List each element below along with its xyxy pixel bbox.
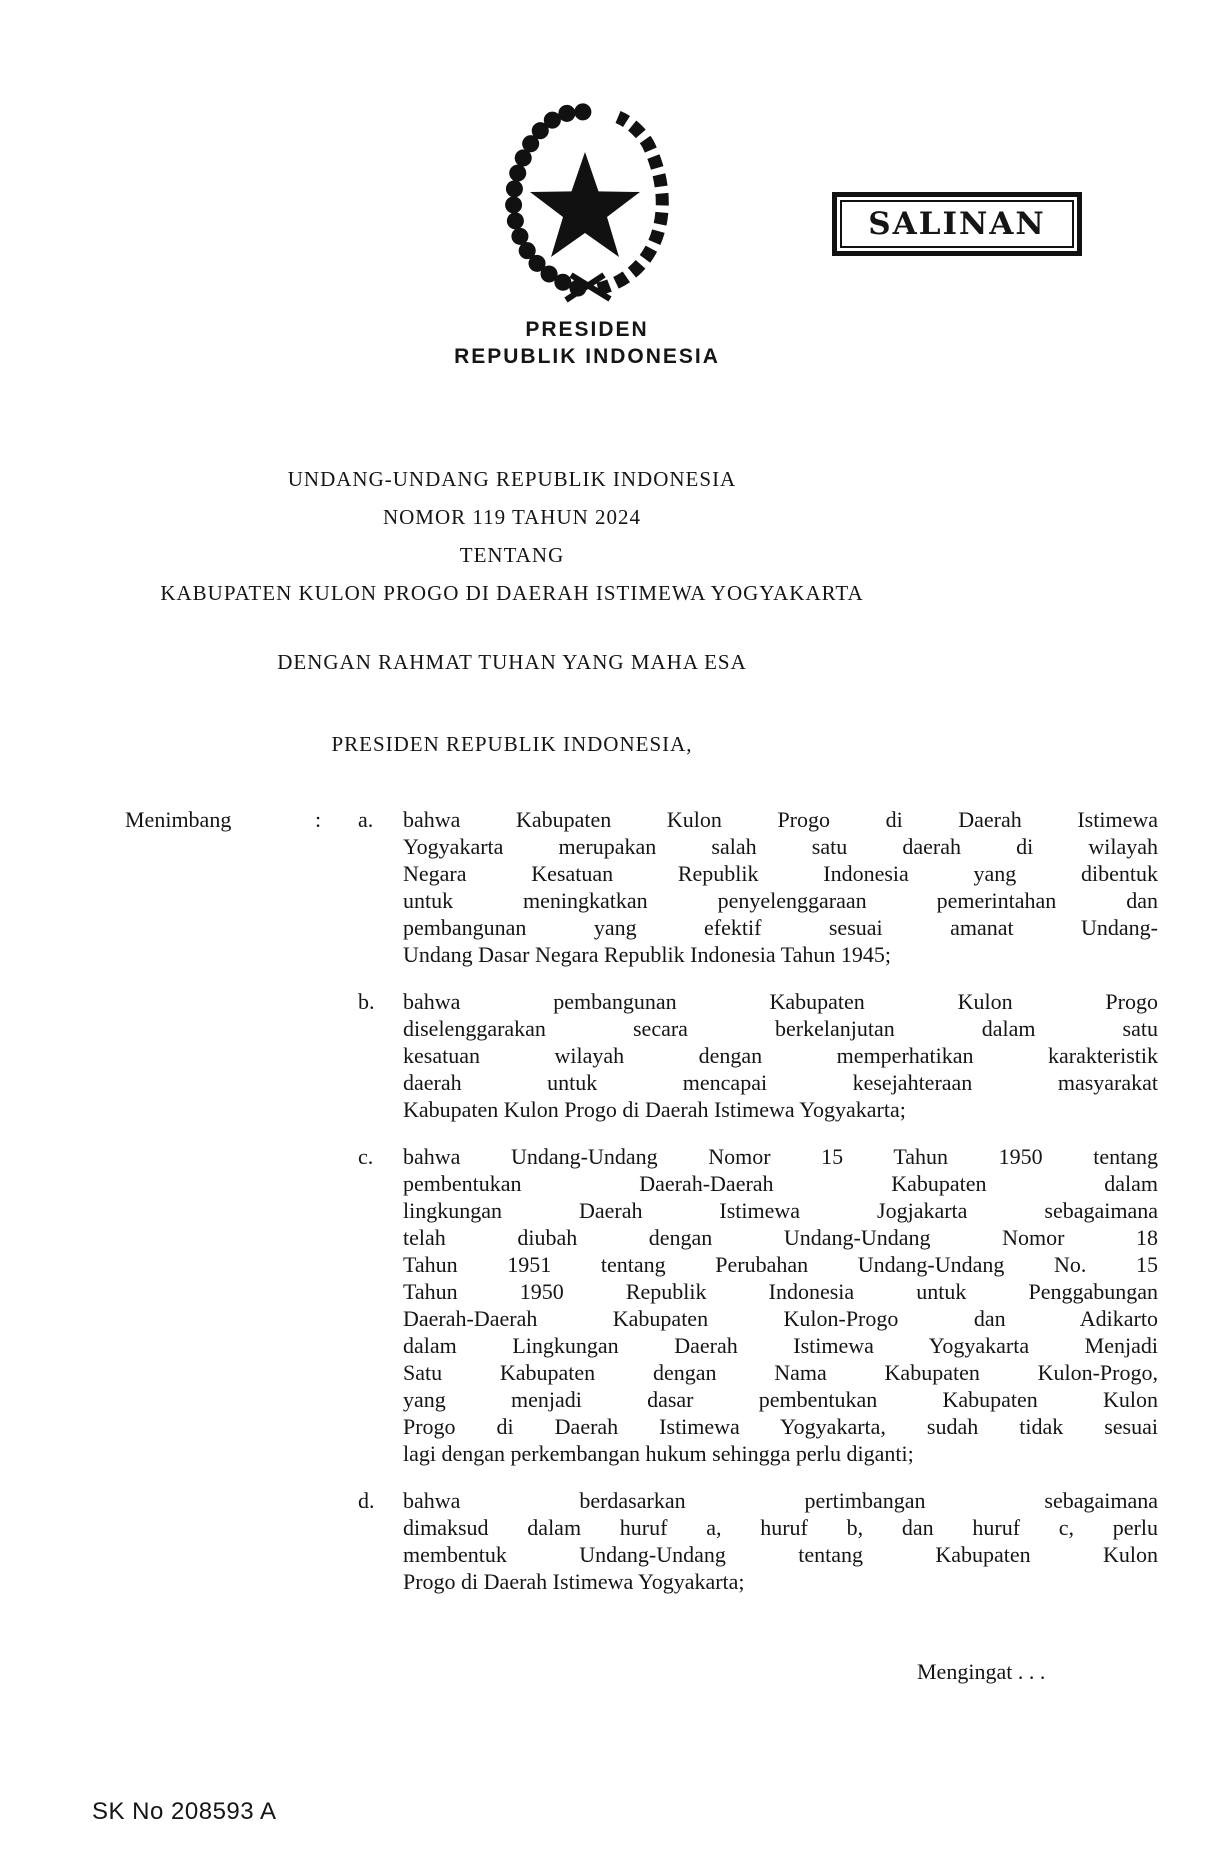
letterhead	[287, 316, 887, 370]
paragraph-line: lingkungan Daerah Istimewa Jogjakarta sebagaimana	[403, 1198, 1158, 1223]
considering-section	[0, 806, 1158, 1615]
considering-item-b	[0, 988, 1158, 1123]
salinan-stamp	[832, 192, 1082, 256]
catchword-mengingat: Mengingat . . .	[917, 1659, 1046, 1684]
paragraph-line: dimaksud dalam huruf a, huruf b, dan huruf c, perlu	[403, 1515, 1158, 1540]
considering-colon-empty	[315, 988, 358, 1123]
document-number: SK No 208593 A	[92, 1798, 277, 1825]
paragraph-line: membentuk Undang-Undang tentang Kabupaten Kulon	[403, 1542, 1158, 1567]
paragraph-line: diselenggarakan secara berkelanjutan dalam satu	[403, 1016, 1158, 1041]
paragraph-line: kesatuan wilayah dengan memperhatikan karakteristik	[403, 1043, 1158, 1068]
paragraph-line: Tahun 1950 Republik Indonesia untuk Penggabungan	[403, 1279, 1158, 1304]
title-line-1: UNDANG-UNDANG REPUBLIK INDONESIA	[287, 467, 737, 491]
item-text	[403, 806, 1158, 968]
paragraph-line: lagi dengan perkembangan hukum sehingga perlu diganti;	[403, 1441, 914, 1466]
paragraph-line: bahwa Kabupaten Kulon Progo di Daerah Istimewa	[403, 807, 1158, 832]
paragraph-line: telah diubah dengan Undang-Undang Nomor 18	[403, 1225, 1158, 1250]
item-text	[403, 988, 1158, 1123]
considering-item-a	[0, 806, 1158, 968]
left-margin	[0, 1487, 125, 1595]
title-line-3: TENTANG	[459, 543, 565, 567]
paragraph-line: Daerah-Daerah Kabupaten Kulon-Progo dan Adikarto	[403, 1306, 1158, 1331]
paragraph-line: Tahun 1951 tentang Perubahan Undang-Undang No. 15	[403, 1252, 1158, 1277]
title-line-4: KABUPATEN KULON PROGO DI DAERAH ISTIMEWA YOGYAKARTA	[160, 581, 864, 605]
authority-line: PRESIDEN REPUBLIK INDONESIA,	[331, 732, 693, 756]
paragraph-line: bahwa berdasarkan pertimbangan sebagaimana	[403, 1488, 1158, 1513]
paragraph-line: daerah untuk mencapai kesejahteraan masyarakat	[403, 1070, 1158, 1095]
title-line-2: NOMOR 119 TAHUN 2024	[382, 505, 642, 529]
paragraph-line: bahwa Undang-Undang Nomor 15 Tahun 1950 tentang	[403, 1144, 1158, 1169]
document-title	[0, 460, 1024, 612]
salinan-stamp-label: SALINAN	[840, 200, 1074, 248]
considering-colon: :	[315, 807, 322, 832]
item-letter: c.	[358, 1144, 374, 1169]
paragraph-line: Progo di Daerah Istimewa Yogyakarta, sudah tidak sesuai	[403, 1414, 1158, 1439]
considering-label-empty	[125, 988, 315, 1123]
star-wreath-icon	[478, 92, 696, 304]
item-letter: b.	[358, 989, 375, 1014]
item-letter: a.	[358, 807, 374, 832]
left-margin	[0, 1143, 125, 1467]
letterhead-line2: REPUBLIK INDONESIA	[454, 345, 720, 368]
item-letter: d.	[358, 1488, 375, 1513]
left-margin	[0, 806, 125, 968]
paragraph-line: dalam Lingkungan Daerah Istimewa Yogyakarta Menjadi	[403, 1333, 1158, 1358]
national-emblem	[478, 92, 696, 304]
invocation-line: DENGAN RAHMAT TUHAN YANG MAHA ESA	[277, 650, 747, 674]
paragraph-line: Undang Dasar Negara Republik Indonesia Tahun 1945;	[403, 942, 892, 967]
paragraph-line: pembangunan yang efektif sesuai amanat Undang-	[403, 915, 1158, 940]
paragraph-line: bahwa pembangunan Kabupaten Kulon Progo	[403, 989, 1158, 1014]
item-text	[403, 1487, 1158, 1595]
considering-label-empty	[125, 1487, 315, 1595]
paragraph-line: Kabupaten Kulon Progo di Daerah Istimewa Yogyakarta;	[403, 1097, 906, 1122]
considering-label-empty	[125, 1143, 315, 1467]
letterhead-line1: PRESIDEN	[525, 318, 649, 341]
paragraph-line: Negara Kesatuan Republik Indonesia yang dibentuk	[403, 861, 1158, 886]
paragraph-line: Progo di Daerah Istimewa Yogyakarta;	[403, 1569, 745, 1594]
considering-colon-empty	[315, 1143, 358, 1467]
paragraph-line: pembentukan Daerah-Daerah Kabupaten dalam	[403, 1171, 1158, 1196]
paragraph-line: Satu Kabupaten dengan Nama Kabupaten Kulon-Progo,	[403, 1360, 1158, 1385]
considering-item-d	[0, 1487, 1158, 1595]
considering-item-c	[0, 1143, 1158, 1467]
considering-colon-empty	[315, 1487, 358, 1595]
considering-label: Menimbang	[125, 807, 232, 832]
paragraph-line: yang menjadi dasar pembentukan Kabupaten Kulon	[403, 1387, 1158, 1412]
paragraph-line: untuk meningkatkan penyelenggaraan pemerintahan dan	[403, 888, 1158, 913]
item-text	[403, 1143, 1158, 1467]
left-margin	[0, 988, 125, 1123]
paragraph-line: Yogyakarta merupakan salah satu daerah di wilayah	[403, 834, 1158, 859]
